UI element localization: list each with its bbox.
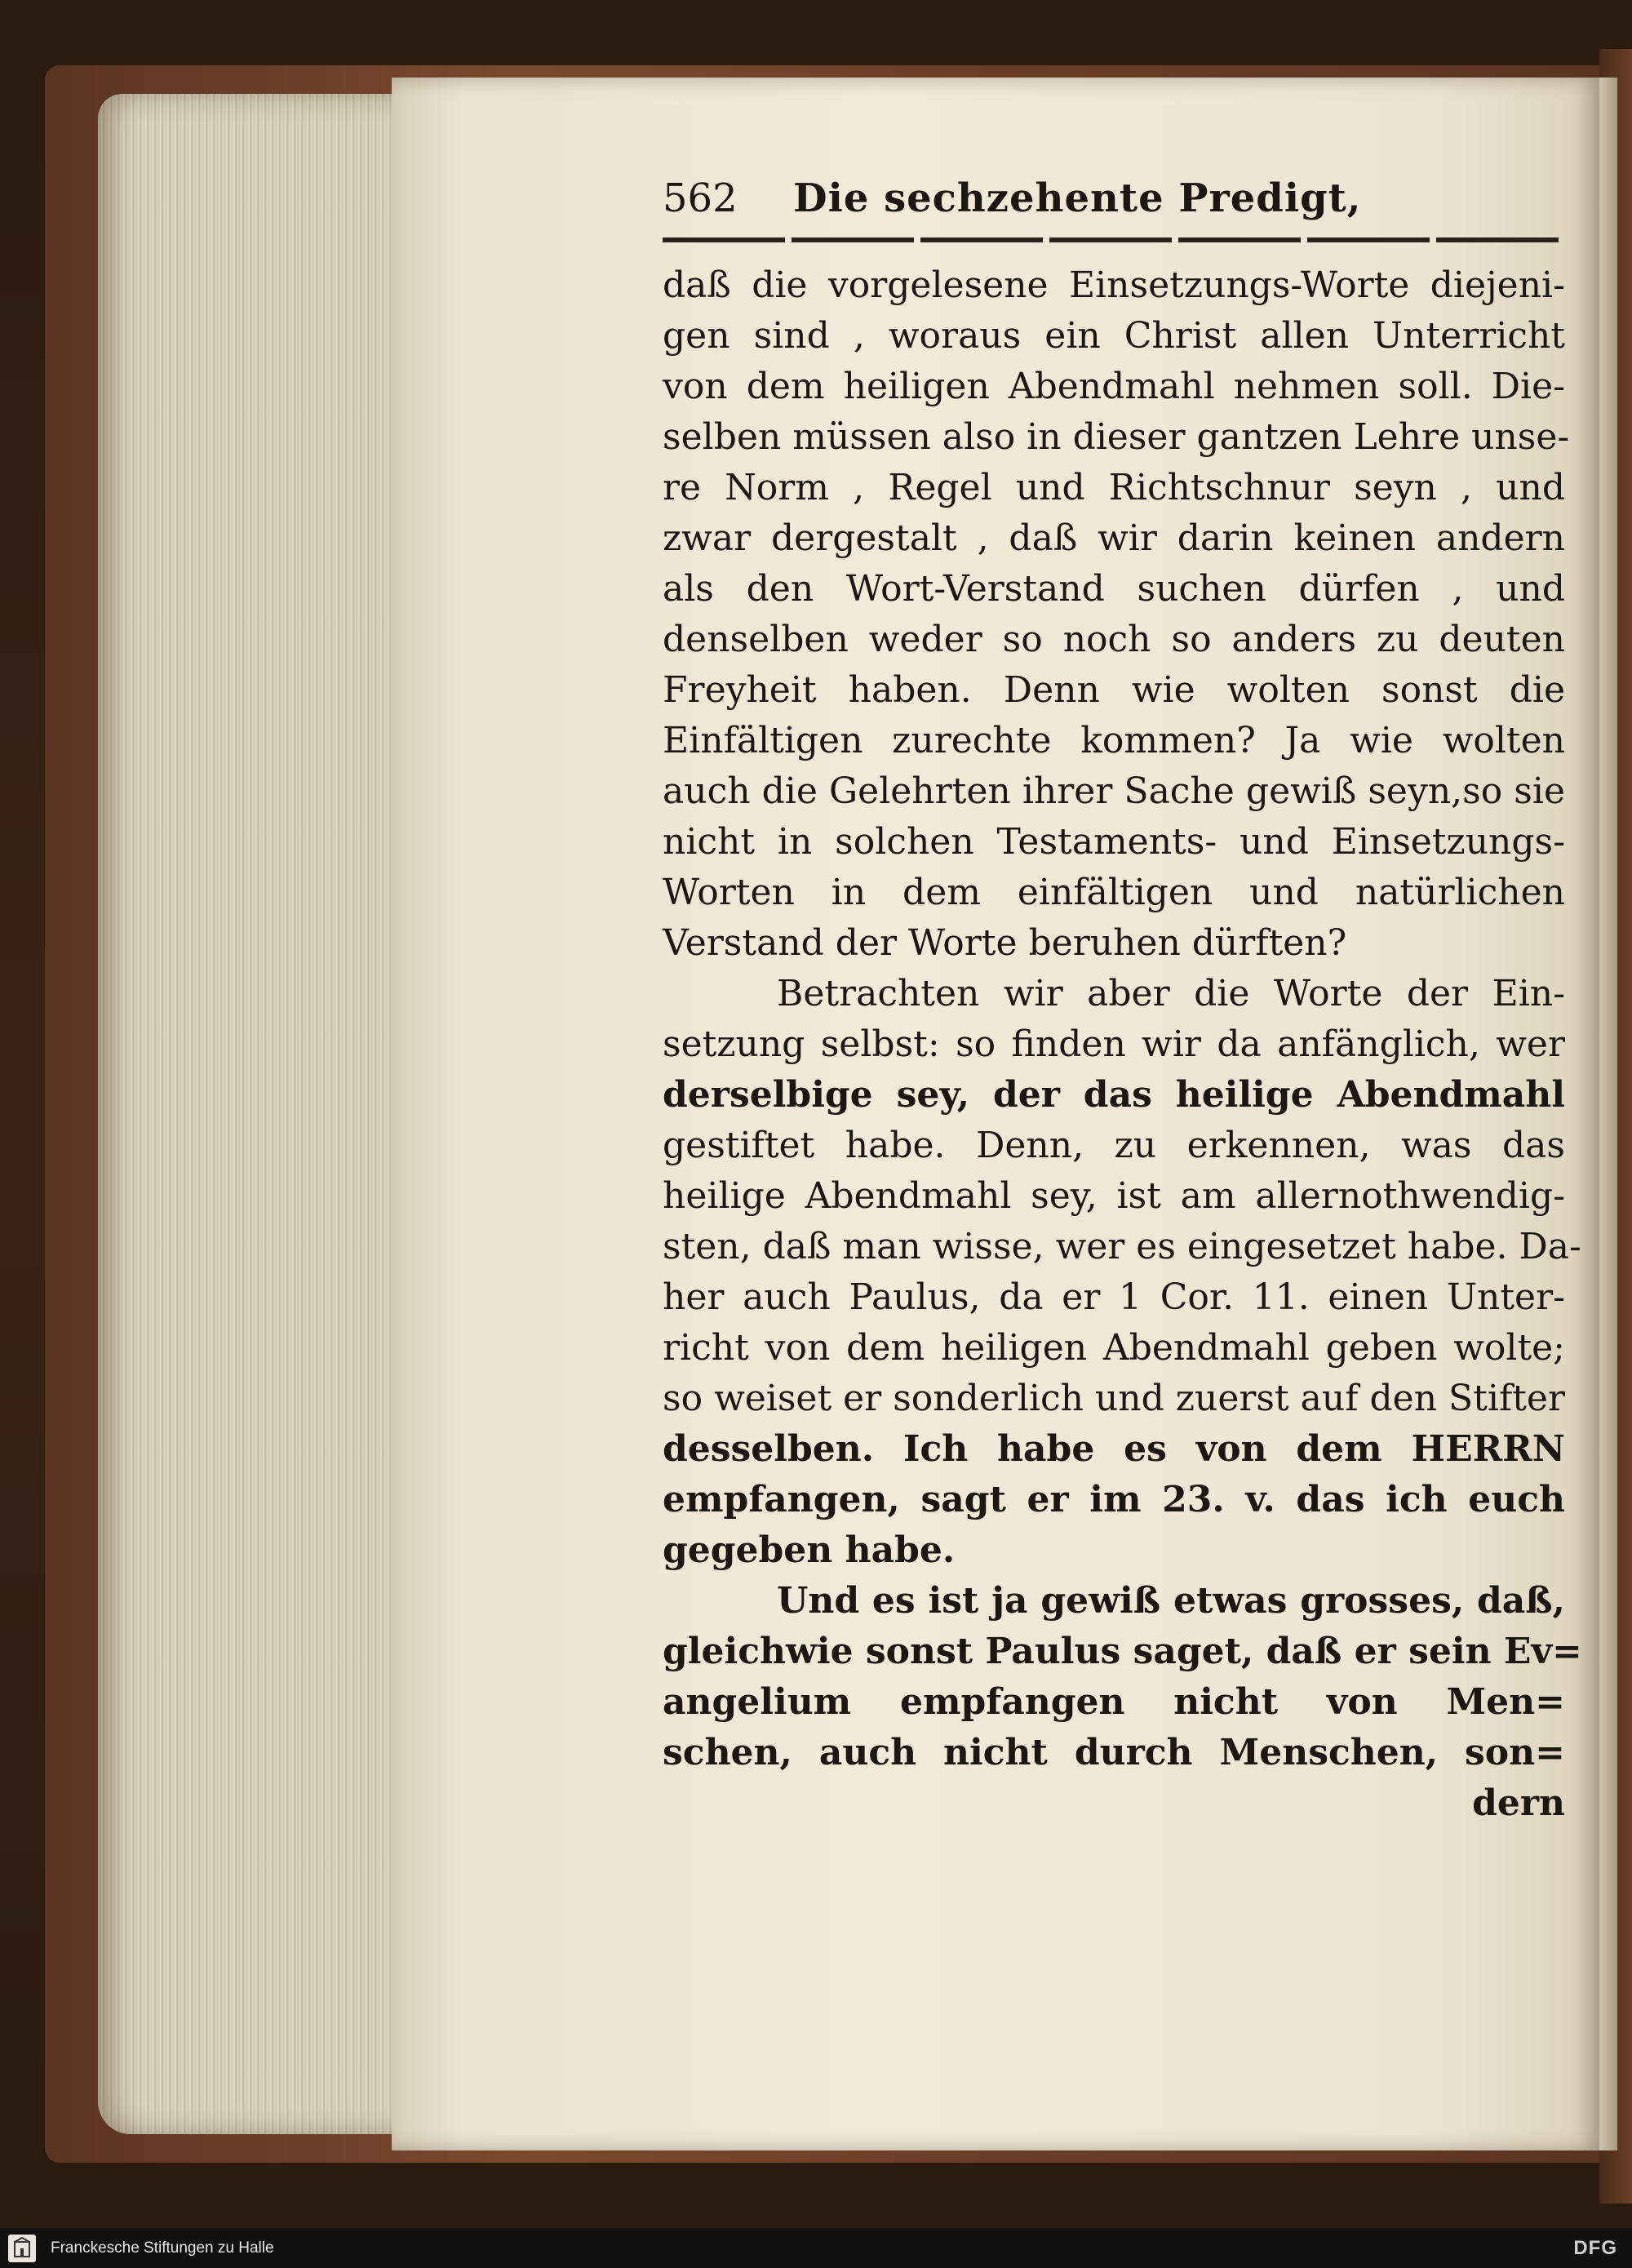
text-line: her auch Paulus, da er 1 Cor. 11. einen Unter- xyxy=(663,1276,1565,1318)
institution-logo-icon xyxy=(8,2235,36,2262)
text-line: sten, daß man wisse, wer es eingesetzet habe. Da- xyxy=(663,1226,1581,1267)
catchword: dern xyxy=(1472,1782,1565,1824)
text-line: auch die Gelehrten ihrer Sache gewiß seyn,so sie xyxy=(663,770,1565,812)
text-line: setzung selbst: so finden wir da anfänglich, wer xyxy=(663,1023,1565,1065)
text-line: heilige Abendmahl sey, ist am allernothwendig- xyxy=(663,1175,1565,1217)
text-line: derselbige sey, der das heilige Abendmahl xyxy=(663,1074,1565,1116)
page-number: 562 xyxy=(663,175,738,221)
text-line: so weiset er sonderlich und zuerst auf den Stifter xyxy=(663,1378,1565,1419)
text-line: denselben weder so noch so anders zu deuten xyxy=(663,619,1565,660)
institution-name: Franckesche Stiftungen zu Halle xyxy=(51,2239,274,2257)
text-line: Betrachten wir aber die Worte der Ein- xyxy=(777,973,1565,1014)
running-head: Die sechzehente Predigt, xyxy=(793,175,1362,221)
text-line: richt von dem heiligen Abendmahl geben wolte; xyxy=(663,1327,1565,1369)
text-line: daß die vorgelesene Einsetzungs-Worte diejeni- xyxy=(663,264,1565,306)
text-line: von dem heiligen Abendmahl nehmen soll. Die- xyxy=(663,366,1565,407)
text-line: Einfältigen zurechte kommen? Ja wie wolten xyxy=(663,720,1565,761)
text-line: gestiftet habe. Denn, zu erkennen, was das xyxy=(663,1125,1565,1166)
text-line: gen sind , woraus ein Christ allen Unterricht xyxy=(663,315,1565,357)
text-line: empfangen, sagt er im 23. v. das ich euch xyxy=(663,1479,1565,1520)
text-line: desselben. Ich habe es von dem HERRN xyxy=(663,1428,1565,1470)
text-line: Worten in dem einfältigen und natürlichen xyxy=(663,872,1565,913)
text-line: selben müssen also in dieser gantzen Lehre unse- xyxy=(663,416,1570,458)
text-line: gegeben habe. xyxy=(663,1529,956,1571)
text-line: angelium empfangen nicht von Men= xyxy=(663,1681,1565,1723)
funder-logo: DFG xyxy=(1573,2236,1617,2259)
text-line: Verstand der Worte beruhen dürften? xyxy=(663,922,1347,964)
text-line: zwar dergestalt , daß wir darin keinen andern xyxy=(663,517,1565,559)
text-line: nicht in solchen Testaments- und Einsetzungs- xyxy=(663,821,1565,863)
text-line: gleichwie sonst Paulus saget, daß er sein Ev= xyxy=(663,1631,1582,1672)
text-line: schen, auch nicht durch Menschen, son= xyxy=(663,1732,1565,1773)
page-edges xyxy=(98,94,408,2134)
text-line: als den Wort-Verstand suchen dürfen , und xyxy=(663,568,1565,610)
page-text xyxy=(663,175,1582,1829)
text-line: re Norm , Regel und Richtschnur seyn , und xyxy=(663,467,1565,508)
facing-page-edge xyxy=(1599,78,1617,2150)
text-line: Und es ist ja gewiß etwas grosses, daß, xyxy=(777,1580,1565,1622)
page-header xyxy=(663,175,1565,233)
viewer-footer xyxy=(0,2228,1632,2268)
text-line: Freyheit haben. Denn wie wolten sonst die xyxy=(663,669,1565,711)
header-rule xyxy=(663,237,1565,242)
